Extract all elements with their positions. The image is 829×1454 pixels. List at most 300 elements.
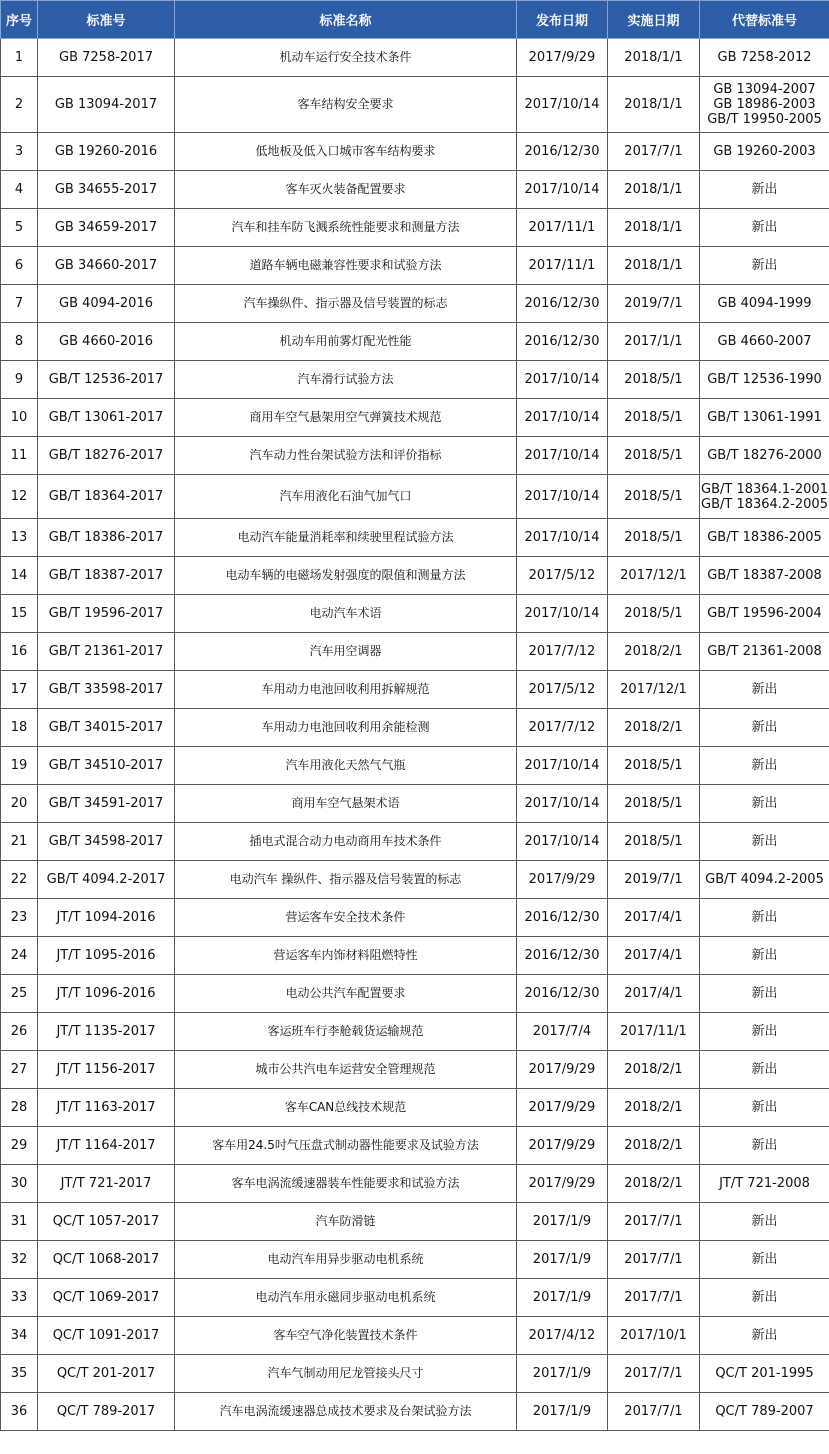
cell-no: 6 xyxy=(1,247,38,285)
cell-name: 车用动力电池回收利用余能检测 xyxy=(175,709,517,747)
cell-code: GB 34659-2017 xyxy=(38,209,175,247)
cell-replaces xyxy=(700,823,829,861)
cell-name: 电动汽车 操纵件、指示器及信号装置的标志 xyxy=(175,861,517,899)
replaces-item: 新出 xyxy=(751,1062,778,1077)
cell-name: 汽车滑行试验方法 xyxy=(175,361,517,399)
replaces-item: 新出 xyxy=(751,1252,778,1267)
table-row xyxy=(1,937,829,975)
cell-effective: 2017/7/1 xyxy=(608,1355,700,1393)
cell-effective: 2018/2/1 xyxy=(608,1165,700,1203)
cell-name: 客车结构安全要求 xyxy=(175,77,517,133)
cell-replaces xyxy=(700,861,829,899)
table-row xyxy=(1,1051,829,1089)
replaces-item: GB 18986-2003 xyxy=(713,97,816,112)
cell-published: 2016/12/30 xyxy=(517,323,608,361)
cell-replaces xyxy=(700,39,829,77)
cell-name: 营运客车安全技术条件 xyxy=(175,899,517,937)
table-row xyxy=(1,1013,829,1051)
cell-code: QC/T 1069-2017 xyxy=(38,1279,175,1317)
replaces-item: GB/T 4094.2-2005 xyxy=(705,872,824,887)
cell-published: 2017/9/29 xyxy=(517,861,608,899)
cell-effective: 2017/7/1 xyxy=(608,1241,700,1279)
cell-published: 2017/10/14 xyxy=(517,437,608,475)
cell-no: 2 xyxy=(1,77,38,133)
cell-no: 10 xyxy=(1,399,38,437)
cell-name: 城市公共汽电车运营安全管理规范 xyxy=(175,1051,517,1089)
cell-name: 客车电涡流缓速器装车性能要求和试验方法 xyxy=(175,1165,517,1203)
cell-published: 2016/12/30 xyxy=(517,899,608,937)
cell-published: 2017/7/12 xyxy=(517,633,608,671)
cell-name: 电动汽车用永磁同步驱动电机系统 xyxy=(175,1279,517,1317)
cell-code: GB 19260-2016 xyxy=(38,133,175,171)
table-row xyxy=(1,475,829,519)
table-row xyxy=(1,861,829,899)
replaces-item: GB/T 18386-2005 xyxy=(707,530,822,545)
cell-no: 13 xyxy=(1,519,38,557)
cell-no: 34 xyxy=(1,1317,38,1355)
cell-published: 2017/5/12 xyxy=(517,557,608,595)
table-row xyxy=(1,133,829,171)
cell-name: 插电式混合动力电动商用车技术条件 xyxy=(175,823,517,861)
table-row xyxy=(1,595,829,633)
replaces-item: GB 7258-2012 xyxy=(717,50,812,65)
header-replaces: 代替标准号 xyxy=(700,1,829,39)
cell-published: 2017/10/14 xyxy=(517,77,608,133)
replaces-item: 新出 xyxy=(751,1100,778,1115)
table-row xyxy=(1,709,829,747)
header-effective: 实施日期 xyxy=(608,1,700,39)
cell-replaces xyxy=(700,475,829,519)
table-row xyxy=(1,1127,829,1165)
cell-published: 2017/10/14 xyxy=(517,361,608,399)
replaces-item: 新出 xyxy=(751,986,778,1001)
table-row xyxy=(1,823,829,861)
cell-name: 电动车辆的电磁场发射强度的限值和测量方法 xyxy=(175,557,517,595)
cell-no: 24 xyxy=(1,937,38,975)
replaces-item: 新出 xyxy=(751,682,778,697)
cell-published: 2017/10/14 xyxy=(517,595,608,633)
cell-published: 2017/7/12 xyxy=(517,709,608,747)
cell-replaces xyxy=(700,1317,829,1355)
cell-no: 35 xyxy=(1,1355,38,1393)
replaces-item: GB 19260-2003 xyxy=(713,144,816,159)
cell-code: GB/T 34598-2017 xyxy=(38,823,175,861)
cell-no: 11 xyxy=(1,437,38,475)
cell-name: 电动汽车能量消耗率和续驶里程试验方法 xyxy=(175,519,517,557)
cell-no: 30 xyxy=(1,1165,38,1203)
cell-name: 电动汽车术语 xyxy=(175,595,517,633)
cell-published: 2016/12/30 xyxy=(517,937,608,975)
cell-no: 7 xyxy=(1,285,38,323)
cell-replaces xyxy=(700,1279,829,1317)
cell-effective: 2017/4/1 xyxy=(608,937,700,975)
replaces-item: 新出 xyxy=(751,758,778,773)
cell-name: 营运客车内饰材料阻燃特性 xyxy=(175,937,517,975)
cell-effective: 2018/1/1 xyxy=(608,209,700,247)
cell-effective: 2018/5/1 xyxy=(608,399,700,437)
table-row xyxy=(1,1241,829,1279)
cell-code: GB/T 33598-2017 xyxy=(38,671,175,709)
cell-no: 4 xyxy=(1,171,38,209)
replaces-item: QC/T 789-2007 xyxy=(715,1404,814,1419)
replaces-item: GB/T 18387-2008 xyxy=(707,568,822,583)
cell-published: 2016/12/30 xyxy=(517,285,608,323)
cell-effective: 2017/12/1 xyxy=(608,557,700,595)
cell-effective: 2017/7/1 xyxy=(608,133,700,171)
replaces-item: 新出 xyxy=(751,720,778,735)
cell-effective: 2018/5/1 xyxy=(608,361,700,399)
table-row xyxy=(1,1355,829,1393)
table-row xyxy=(1,285,829,323)
replaces-item: 新出 xyxy=(751,796,778,811)
cell-effective: 2018/2/1 xyxy=(608,1127,700,1165)
cell-replaces xyxy=(700,323,829,361)
cell-name: 车用动力电池回收利用拆解规范 xyxy=(175,671,517,709)
cell-effective: 2018/5/1 xyxy=(608,475,700,519)
replaces-item: 新出 xyxy=(751,910,778,925)
table-row xyxy=(1,1317,829,1355)
cell-replaces xyxy=(700,1203,829,1241)
replaces-item: GB 4094-1999 xyxy=(717,296,812,311)
cell-effective: 2018/5/1 xyxy=(608,823,700,861)
cell-published: 2017/10/14 xyxy=(517,823,608,861)
cell-name: 电动公共汽车配置要求 xyxy=(175,975,517,1013)
cell-code: GB/T 19596-2017 xyxy=(38,595,175,633)
cell-code: GB/T 34015-2017 xyxy=(38,709,175,747)
cell-effective: 2018/5/1 xyxy=(608,747,700,785)
replaces-item: GB/T 12536-1990 xyxy=(707,372,822,387)
cell-name: 道路车辆电磁兼容性要求和试验方法 xyxy=(175,247,517,285)
cell-name: 汽车防滑链 xyxy=(175,1203,517,1241)
replaces-item: GB/T 18276-2000 xyxy=(707,448,822,463)
cell-replaces xyxy=(700,209,829,247)
replaces-item: 新出 xyxy=(751,258,778,273)
cell-effective: 2017/11/1 xyxy=(608,1013,700,1051)
cell-no: 23 xyxy=(1,899,38,937)
cell-replaces xyxy=(700,399,829,437)
cell-name: 汽车用液化石油气加气口 xyxy=(175,475,517,519)
cell-replaces xyxy=(700,1127,829,1165)
replaces-item: GB/T 19950-2005 xyxy=(707,112,822,127)
cell-name: 机动车运行安全技术条件 xyxy=(175,39,517,77)
cell-name: 汽车气制动用尼龙管接头尺寸 xyxy=(175,1355,517,1393)
cell-effective: 2018/2/1 xyxy=(608,1089,700,1127)
table-row xyxy=(1,975,829,1013)
replaces-item: GB 4660-2007 xyxy=(717,334,812,349)
table-header xyxy=(1,1,829,39)
table-row xyxy=(1,1089,829,1127)
cell-no: 22 xyxy=(1,861,38,899)
cell-name: 客车空气净化装置技术条件 xyxy=(175,1317,517,1355)
cell-effective: 2018/5/1 xyxy=(608,785,700,823)
cell-effective: 2017/1/1 xyxy=(608,323,700,361)
cell-published: 2017/9/29 xyxy=(517,39,608,77)
cell-replaces xyxy=(700,1393,829,1431)
table-row xyxy=(1,557,829,595)
cell-published: 2017/1/9 xyxy=(517,1393,608,1431)
cell-no: 9 xyxy=(1,361,38,399)
cell-published: 2017/5/12 xyxy=(517,671,608,709)
cell-effective: 2017/4/1 xyxy=(608,899,700,937)
replaces-item: 新出 xyxy=(751,1138,778,1153)
cell-replaces xyxy=(700,557,829,595)
cell-name: 汽车用空调器 xyxy=(175,633,517,671)
cell-code: JT/T 1095-2016 xyxy=(38,937,175,975)
cell-effective: 2018/5/1 xyxy=(608,519,700,557)
cell-code: GB/T 34510-2017 xyxy=(38,747,175,785)
table-row xyxy=(1,171,829,209)
table-row xyxy=(1,77,829,133)
cell-effective: 2018/2/1 xyxy=(608,633,700,671)
cell-replaces xyxy=(700,133,829,171)
cell-published: 2017/10/14 xyxy=(517,171,608,209)
cell-code: QC/T 1068-2017 xyxy=(38,1241,175,1279)
cell-code: GB 13094-2017 xyxy=(38,77,175,133)
cell-effective: 2018/2/1 xyxy=(608,709,700,747)
cell-code: JT/T 1156-2017 xyxy=(38,1051,175,1089)
cell-effective: 2017/7/1 xyxy=(608,1393,700,1431)
cell-no: 28 xyxy=(1,1089,38,1127)
header-name: 标准名称 xyxy=(175,1,517,39)
cell-no: 31 xyxy=(1,1203,38,1241)
cell-code: JT/T 1094-2016 xyxy=(38,899,175,937)
header-row xyxy=(1,1,829,39)
cell-published: 2017/10/14 xyxy=(517,519,608,557)
cell-effective: 2017/7/1 xyxy=(608,1279,700,1317)
cell-replaces xyxy=(700,937,829,975)
cell-published: 2017/7/4 xyxy=(517,1013,608,1051)
table-row xyxy=(1,1279,829,1317)
cell-code: GB/T 18276-2017 xyxy=(38,437,175,475)
cell-replaces xyxy=(700,709,829,747)
table-row xyxy=(1,361,829,399)
cell-effective: 2019/7/1 xyxy=(608,285,700,323)
cell-replaces xyxy=(700,77,829,133)
cell-replaces xyxy=(700,633,829,671)
cell-name: 客车用24.5吋气压盘式制动器性能要求及试验方法 xyxy=(175,1127,517,1165)
cell-no: 32 xyxy=(1,1241,38,1279)
cell-replaces xyxy=(700,285,829,323)
cell-code: GB/T 13061-2017 xyxy=(38,399,175,437)
cell-published: 2017/10/14 xyxy=(517,475,608,519)
cell-effective: 2018/5/1 xyxy=(608,437,700,475)
cell-published: 2017/1/9 xyxy=(517,1279,608,1317)
cell-published: 2017/11/1 xyxy=(517,247,608,285)
cell-name: 客车CAN总线技术规范 xyxy=(175,1089,517,1127)
cell-replaces xyxy=(700,899,829,937)
table-row xyxy=(1,785,829,823)
cell-replaces xyxy=(700,1165,829,1203)
table-row xyxy=(1,323,829,361)
cell-no: 12 xyxy=(1,475,38,519)
cell-published: 2016/12/30 xyxy=(517,133,608,171)
cell-no: 19 xyxy=(1,747,38,785)
cell-no: 25 xyxy=(1,975,38,1013)
cell-published: 2017/10/14 xyxy=(517,785,608,823)
cell-effective: 2019/7/1 xyxy=(608,861,700,899)
cell-code: GB 34655-2017 xyxy=(38,171,175,209)
replaces-item: 新出 xyxy=(751,1024,778,1039)
cell-no: 27 xyxy=(1,1051,38,1089)
cell-replaces xyxy=(700,437,829,475)
cell-code: QC/T 789-2017 xyxy=(38,1393,175,1431)
cell-no: 17 xyxy=(1,671,38,709)
cell-no: 20 xyxy=(1,785,38,823)
cell-effective: 2018/1/1 xyxy=(608,247,700,285)
cell-no: 1 xyxy=(1,39,38,77)
cell-code: JT/T 721-2017 xyxy=(38,1165,175,1203)
cell-name: 汽车用液化天然气气瓶 xyxy=(175,747,517,785)
cell-replaces xyxy=(700,747,829,785)
table-body xyxy=(1,39,829,1431)
cell-no: 29 xyxy=(1,1127,38,1165)
cell-no: 15 xyxy=(1,595,38,633)
replaces-item: JT/T 721-2008 xyxy=(719,1176,810,1191)
cell-code: JT/T 1164-2017 xyxy=(38,1127,175,1165)
cell-replaces xyxy=(700,247,829,285)
header-code: 标准号 xyxy=(38,1,175,39)
cell-code: GB/T 12536-2017 xyxy=(38,361,175,399)
cell-published: 2017/11/1 xyxy=(517,209,608,247)
replaces-item: 新出 xyxy=(751,1214,778,1229)
cell-code: GB/T 18386-2017 xyxy=(38,519,175,557)
cell-name: 汽车操纵件、指示器及信号装置的标志 xyxy=(175,285,517,323)
cell-name: 汽车和挂车防飞溅系统性能要求和测量方法 xyxy=(175,209,517,247)
cell-name: 商用车空气悬架术语 xyxy=(175,785,517,823)
cell-code: GB/T 18387-2017 xyxy=(38,557,175,595)
cell-no: 5 xyxy=(1,209,38,247)
cell-replaces xyxy=(700,785,829,823)
cell-name: 客车灭火装备配置要求 xyxy=(175,171,517,209)
cell-code: GB 34660-2017 xyxy=(38,247,175,285)
cell-replaces xyxy=(700,1241,829,1279)
table-row xyxy=(1,39,829,77)
replaces-item: GB/T 18364.2-2005 xyxy=(701,496,828,512)
table-row xyxy=(1,747,829,785)
replaces-item: 新出 xyxy=(751,182,778,197)
table-row xyxy=(1,1203,829,1241)
cell-replaces xyxy=(700,595,829,633)
cell-replaces xyxy=(700,1051,829,1089)
table-row xyxy=(1,1165,829,1203)
cell-no: 14 xyxy=(1,557,38,595)
cell-published: 2017/10/14 xyxy=(517,747,608,785)
cell-no: 26 xyxy=(1,1013,38,1051)
cell-code: QC/T 1091-2017 xyxy=(38,1317,175,1355)
cell-code: GB/T 34591-2017 xyxy=(38,785,175,823)
cell-effective: 2018/1/1 xyxy=(608,77,700,133)
replaces-item: 新出 xyxy=(751,948,778,963)
table-row xyxy=(1,247,829,285)
cell-name: 低地板及低入口城市客车结构要求 xyxy=(175,133,517,171)
cell-code: QC/T 201-2017 xyxy=(38,1355,175,1393)
table-row xyxy=(1,209,829,247)
cell-code: JT/T 1135-2017 xyxy=(38,1013,175,1051)
cell-published: 2017/4/12 xyxy=(517,1317,608,1355)
cell-name: 汽车动力性台架试验方法和评价指标 xyxy=(175,437,517,475)
cell-replaces xyxy=(700,519,829,557)
cell-effective: 2017/7/1 xyxy=(608,1203,700,1241)
replaces-item: GB/T 18364.1-2001 xyxy=(701,481,828,497)
cell-published: 2017/1/9 xyxy=(517,1241,608,1279)
cell-replaces xyxy=(700,1013,829,1051)
table-row xyxy=(1,633,829,671)
replaces-item: GB/T 21361-2008 xyxy=(707,644,822,659)
header-no: 序号 xyxy=(1,1,38,39)
cell-code: JT/T 1096-2016 xyxy=(38,975,175,1013)
table-row xyxy=(1,519,829,557)
replaces-item: 新出 xyxy=(751,1290,778,1305)
cell-published: 2017/9/29 xyxy=(517,1089,608,1127)
cell-published: 2017/1/9 xyxy=(517,1203,608,1241)
cell-code: GB 4660-2016 xyxy=(38,323,175,361)
cell-no: 16 xyxy=(1,633,38,671)
cell-replaces xyxy=(700,1355,829,1393)
cell-replaces xyxy=(700,671,829,709)
cell-effective: 2017/4/1 xyxy=(608,975,700,1013)
cell-published: 2017/10/14 xyxy=(517,399,608,437)
cell-code: GB 4094-2016 xyxy=(38,285,175,323)
cell-no: 21 xyxy=(1,823,38,861)
replaces-item: GB/T 19596-2004 xyxy=(707,606,822,621)
cell-name: 汽车电涡流缓速器总成技术要求及台架试验方法 xyxy=(175,1393,517,1431)
cell-published: 2016/12/30 xyxy=(517,975,608,1013)
cell-code: GB 7258-2017 xyxy=(38,39,175,77)
cell-name: 机动车用前雾灯配光性能 xyxy=(175,323,517,361)
table-row xyxy=(1,1393,829,1431)
cell-name: 商用车空气悬架用空气弹簧技术规范 xyxy=(175,399,517,437)
cell-effective: 2017/12/1 xyxy=(608,671,700,709)
cell-published: 2017/9/29 xyxy=(517,1165,608,1203)
cell-no: 8 xyxy=(1,323,38,361)
replaces-item: 新出 xyxy=(751,1328,778,1343)
replaces-item: QC/T 201-1995 xyxy=(715,1366,814,1381)
table-row xyxy=(1,899,829,937)
cell-name: 电动汽车用异步驱动电机系统 xyxy=(175,1241,517,1279)
table-row xyxy=(1,671,829,709)
cell-no: 3 xyxy=(1,133,38,171)
header-published: 发布日期 xyxy=(517,1,608,39)
cell-replaces xyxy=(700,361,829,399)
cell-effective: 2018/1/1 xyxy=(608,171,700,209)
cell-published: 2017/9/29 xyxy=(517,1051,608,1089)
cell-code: GB/T 18364-2017 xyxy=(38,475,175,519)
table-row xyxy=(1,399,829,437)
cell-no: 33 xyxy=(1,1279,38,1317)
cell-published: 2017/1/9 xyxy=(517,1355,608,1393)
replaces-item: 新出 xyxy=(751,220,778,235)
cell-effective: 2018/2/1 xyxy=(608,1051,700,1089)
cell-published: 2017/9/29 xyxy=(517,1127,608,1165)
cell-code: GB/T 21361-2017 xyxy=(38,633,175,671)
cell-effective: 2018/1/1 xyxy=(608,39,700,77)
replaces-item: 新出 xyxy=(751,834,778,849)
cell-replaces xyxy=(700,171,829,209)
cell-no: 18 xyxy=(1,709,38,747)
cell-no: 36 xyxy=(1,1393,38,1431)
cell-code: QC/T 1057-2017 xyxy=(38,1203,175,1241)
cell-code: GB/T 4094.2-2017 xyxy=(38,861,175,899)
replaces-item: GB 13094-2007 xyxy=(713,82,816,97)
replaces-item: GB/T 13061-1991 xyxy=(707,410,822,425)
cell-name: 客运班车行李舱载货运输规范 xyxy=(175,1013,517,1051)
table-row xyxy=(1,437,829,475)
cell-replaces xyxy=(700,1089,829,1127)
cell-effective: 2017/10/1 xyxy=(608,1317,700,1355)
cell-code: JT/T 1163-2017 xyxy=(38,1089,175,1127)
cell-replaces xyxy=(700,975,829,1013)
cell-effective: 2018/5/1 xyxy=(608,595,700,633)
